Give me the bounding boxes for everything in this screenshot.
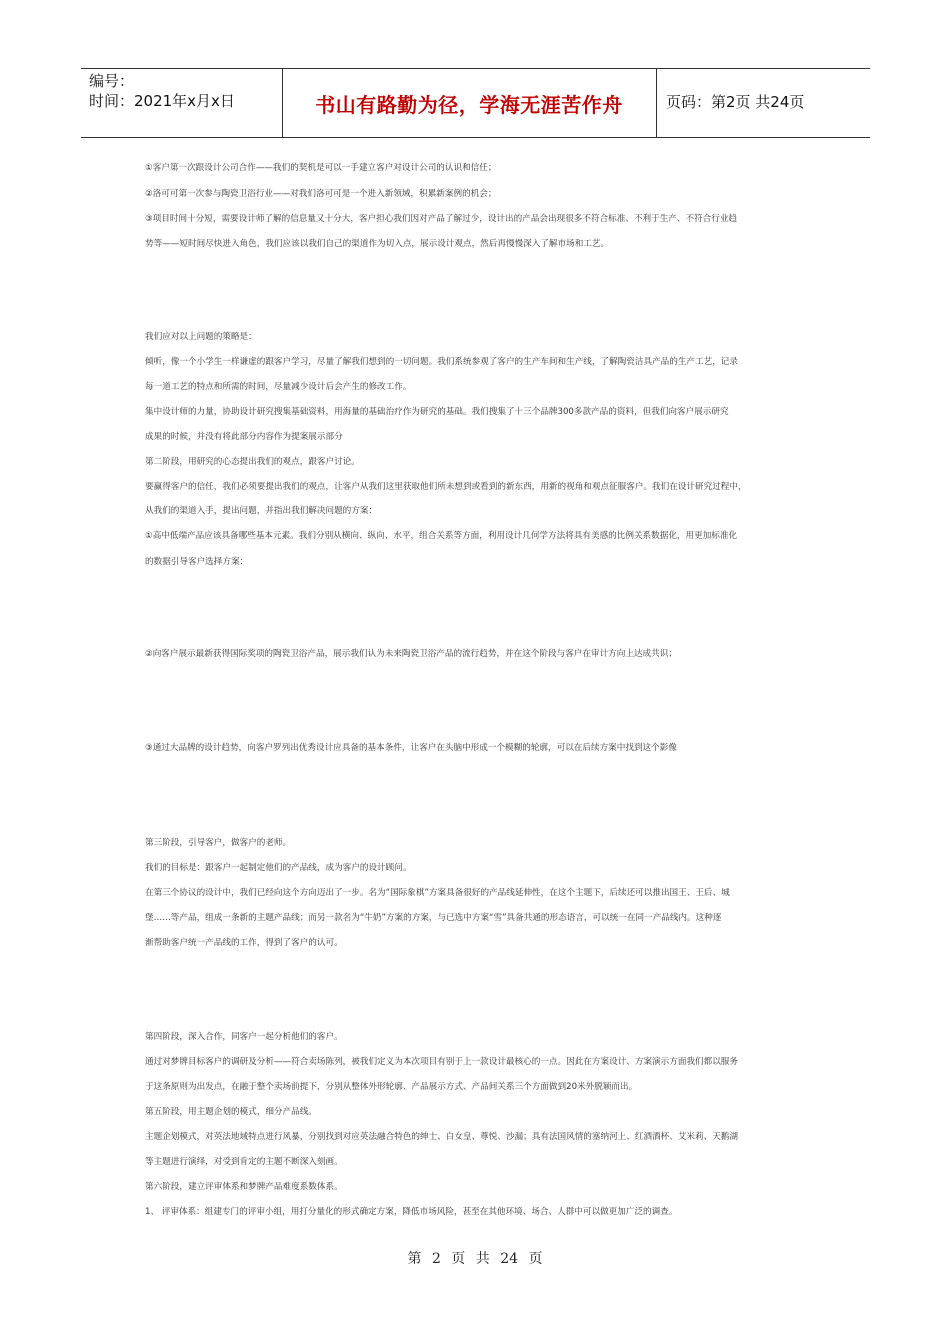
body-line: 于这条原则为出发点，在融于整个卖场前提下，分别从整体外形轮廓、产品展示方式、产品间关系三个方面做到20米外脱颖而出。 xyxy=(145,1082,638,1092)
page-header xyxy=(81,68,870,138)
body-line: 倾听，像一个小学生一样谦虚的跟客户学习，尽量了解我们想到的一切问题。我们系统参观了客户的生产车间和生产线，了解陶瓷洁具产品的生产工艺，记录 xyxy=(145,357,738,367)
body-line: 渐帮助客户统一产品线的工作，得到了客户的认可。 xyxy=(145,938,343,948)
body-line: 主题企划模式，对英法地域特点进行风暴，分别找到对应英法融合特色的绅士、白女皇、尊悦、沙漏；具有法国风情的塞纳河上、红酒酒杯、艾米莉、天鹅湖 xyxy=(145,1132,738,1142)
body-line: 堡……等产品，组成一条新的主题产品线；而另一款名为“牛奶”方案的方案，与已选中方案“雪”具备共通的形态语言，可以统一在同一产品线内。这种逐 xyxy=(145,913,722,923)
body-line: ③通过大品牌的设计趋势，向客户罗列出优秀设计应具备的基本条件，让客户在头脑中形成一个模糊的轮廓，可以在后续方案中找到这个影像 xyxy=(145,743,677,753)
header-code-label: 编号： xyxy=(89,72,135,90)
body-line: ②洛可可第一次参与陶瓷卫浴行业——对我们洛可可是一个进入新领域，积累新案例的机会； xyxy=(145,189,497,199)
header-divider-right xyxy=(656,69,657,137)
body-line: 第二阶段，用研究的心态提出我们的观点，跟客户讨论。 xyxy=(145,457,360,467)
body-line: 通过对梦牌目标客户的调研及分析——符合卖场陈列，被我们定义为本次项目有别于上一款设计最核心的一点。因此在方案设计、方案演示方面我们都以服务 xyxy=(145,1057,738,1067)
page-footer: 第 2 页 共 24 页 xyxy=(407,1251,543,1267)
body-line: 集中设计师的力量，协助设计研究搜集基础资料，用海量的基础治疗作为研究的基础。我们搜集了十三个品牌300多款产品的资料，但我们向客户展示研究 xyxy=(145,407,729,417)
body-line: 等主题进行演绎，对受到肯定的主题不断深入刻画。 xyxy=(145,1157,343,1167)
body-line: 我们应对以上问题的策略是： xyxy=(145,332,257,342)
body-line: 第五阶段，用主题企划的模式，细分产品线。 xyxy=(145,1107,317,1117)
body-line: 要赢得客户的信任，我们必须要提出我们的观点，让客户从我们这里获取他们所未想到或看到的新东西，用新的视角和观点征服客户。我们在设计研究过程中， xyxy=(145,482,747,492)
body-line: 在第三个协议的设计中，我们已经向这个方向迈出了一步。名为“国际象棋”方案具备很好的产品线延伸性，在这个主题下，后续还可以推出国王、王后、城 xyxy=(145,888,730,898)
body-line: ①高中低端产品应该具备哪些基本元素。我们分别从横向、纵向、水平，组合关系等方面，利用设计几何学方法将具有美感的比例关系数据化，用更加标准化 xyxy=(145,531,738,541)
body-line: 每一道工艺的特点和所需的时间，尽量减少设计后会产生的修改工作。 xyxy=(145,382,412,392)
header-page-info: 页码：第2页 共24页 xyxy=(666,93,805,111)
body-line: 第四阶段，深入合作，同客户一起分析他们的客户。 xyxy=(145,1032,343,1042)
body-line: ②向客户展示最新获得国际奖项的陶瓷卫浴产品，展示我们认为未来陶瓷卫浴产品的流行趋势，并在这个阶段与客户在审计方向上达成共识； xyxy=(145,649,677,659)
body-line: 的数据引导客户选择方案： xyxy=(145,557,249,567)
body-line: 1、 评审体系：组建专门的评审小组，用打分量化的形式确定方案，降低市场风险，甚至在其他环境、场合、人群中可以做更加广泛的调查。 xyxy=(145,1207,678,1217)
header-meta xyxy=(89,71,279,111)
body-line: 我们的目标是：跟客户一起制定他们的产品线，成为客户的设计顾问。 xyxy=(145,863,412,873)
body-line: 势等——短时间尽快进入角色，我们应该以我们自己的渠道作为切入点，展示设计观点，然后再慢慢深入了解市场和工艺。 xyxy=(145,239,610,249)
body-line: 从我们的渠道入手，提出问题，并指出我们解决问题的方案： xyxy=(145,506,378,516)
body-line: 第六阶段，建立评审体系和梦牌产品难度系数体系。 xyxy=(145,1182,343,1192)
body-line: 第三阶段，引导客户，做客户的老师。 xyxy=(145,838,292,848)
header-motto: 书山有路勤为径，学海无涯苦作舟 xyxy=(315,92,623,117)
body-line: ①客户第一次跟设计公司合作——我们的契机是可以一手建立客户对设计公司的认识和信任； xyxy=(145,163,497,173)
body-line: 成果的时候，并没有将此部分内容作为提案展示部分 xyxy=(145,432,343,442)
header-time-label: 时间：2021年x月x日 xyxy=(89,92,235,110)
body-line: ③项目时间十分短，需要设计师了解的信息量又十分大，客户担心我们因对产品了解过少，设计出的产品会出现很多不符合标准、不利于生产、不符合行业趋 xyxy=(145,214,738,224)
